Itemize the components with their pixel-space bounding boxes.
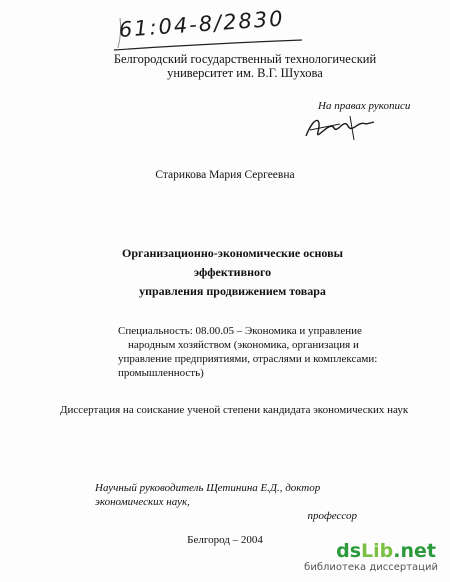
watermark-subtitle: библиотека диссертаций [304,562,438,573]
dslib-watermark [304,540,442,576]
title-line-2: управления продвижением товара [139,284,326,298]
title-line-1: Организационно-экономические основы эффективного [122,246,343,279]
archive-code-text: 61:04-8/2830 [118,6,286,42]
advisor-line-2: профессор [307,510,357,522]
specialty-line-2: народным хозяйством (экономика, организация и [128,339,359,351]
manuscript-rights-note: На правах рукописи [318,100,411,112]
dslib-logo [336,540,436,562]
specialty-line-1: Специальность: 08.00.05 – Экономика и управление [118,325,362,337]
scientific-advisor [95,481,365,523]
logo-lib: Lib [361,540,394,562]
author-name: Старикова Мария Сергеевна [155,169,295,181]
organization-name [95,52,395,80]
city-year: Белгород – 2004 [187,534,263,546]
specialty-line-3: управление предприятиями, отраслями и комплексами: [118,353,378,365]
signature-icon [300,110,380,146]
advisor-line-1: Научный руководитель Щетинина Е.Д., доктор экономических наук, [95,482,321,508]
logo-ds: ds [336,540,362,562]
organization-line-2: университет им. В.Г. Шухова [167,66,323,80]
dissertation-title [85,244,380,301]
specialty-block [118,324,378,380]
specialty-line-4: промышленность) [118,367,204,379]
organization-line-1: Белгородский государственный технологический [113,52,377,66]
logo-net: .net [393,540,436,562]
handwritten-underline [110,12,310,56]
degree-note: Диссертация на соискание ученой степени кандидата экономических наук [60,404,409,416]
